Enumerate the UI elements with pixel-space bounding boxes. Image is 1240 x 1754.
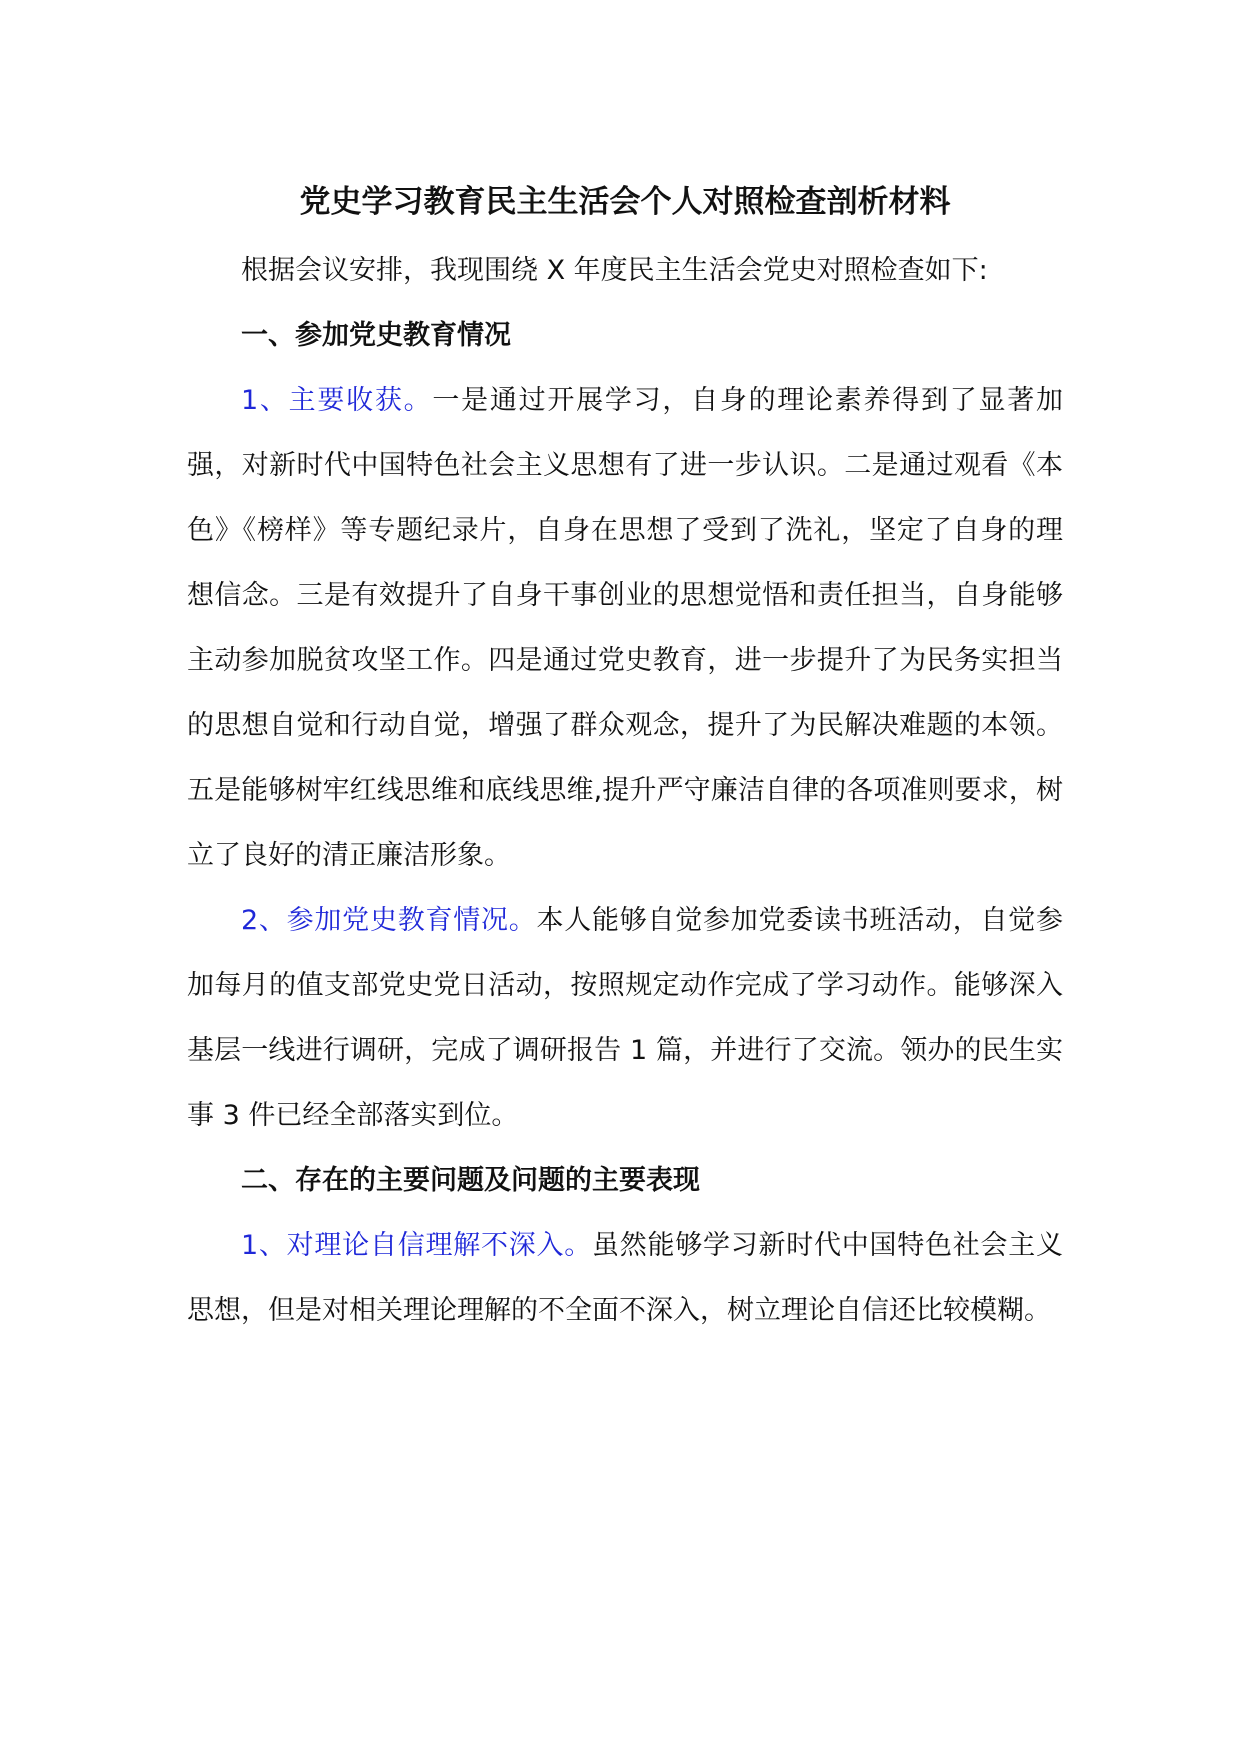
section-2-item-1 (187, 1213, 1063, 1343)
section-heading-2: 二、存在的主要问题及问题的主要表现 (241, 1165, 700, 1196)
item-label: 1、对理论自信理解不深入。 (241, 1230, 592, 1261)
item-text: 一是通过开展学习，自身的理论素养得到了显著加强，对新时代中国特色社会主义思想有了进一步认识。二是通过观看《本色》《榜样》等专题纪录片，自身在思想了受到了洗礼，坚定了自身的理想信念。三是有效提升了自身干事创业的思想觉悟和责任担当，自身能够主动参加脱贫攻坚工作。四是通过党史教育，进一步提升了为民务实担当的思想自觉和行动自觉，增强了群众观念，提升了为民解决难题的本领。五是能够树牢红线思维和底线思维,提升严守廉洁自律的各项准则要求，树立了良好的清正廉洁形象。 (187, 385, 1063, 871)
document-title: 党史学习教育民主生活会个人对照检查剖析材料 (299, 184, 951, 220)
document-page (187, 172, 1063, 1343)
item-label: 1、主要收获。 (241, 385, 433, 416)
section-1-item-2 (187, 888, 1063, 1148)
item-label: 2、参加党史教育情况。 (241, 905, 537, 936)
section-1-item-1 (187, 368, 1063, 888)
intro-paragraph: 根据会议安排，我现围绕 X 年度民主生活会党史对照检查如下: (241, 255, 988, 286)
item-text: 本人能够自觉参加党委读书班活动，自觉参加每月的值支部党史党日活动，按照规定动作完成了学习动作。能够深入基层一线进行调研，完成了调研报告 1 篇，并进行了交流。领办的民生实事 3 件已经全部落实到位。 (187, 905, 1063, 1131)
item-text: 虽然能够学习新时代中国特色社会主义思想，但是对相关理论理解的不全面不深入，树立理论自信还比较模糊。 (187, 1230, 1064, 1326)
section-heading-1: 一、参加党史教育情况 (241, 320, 511, 351)
